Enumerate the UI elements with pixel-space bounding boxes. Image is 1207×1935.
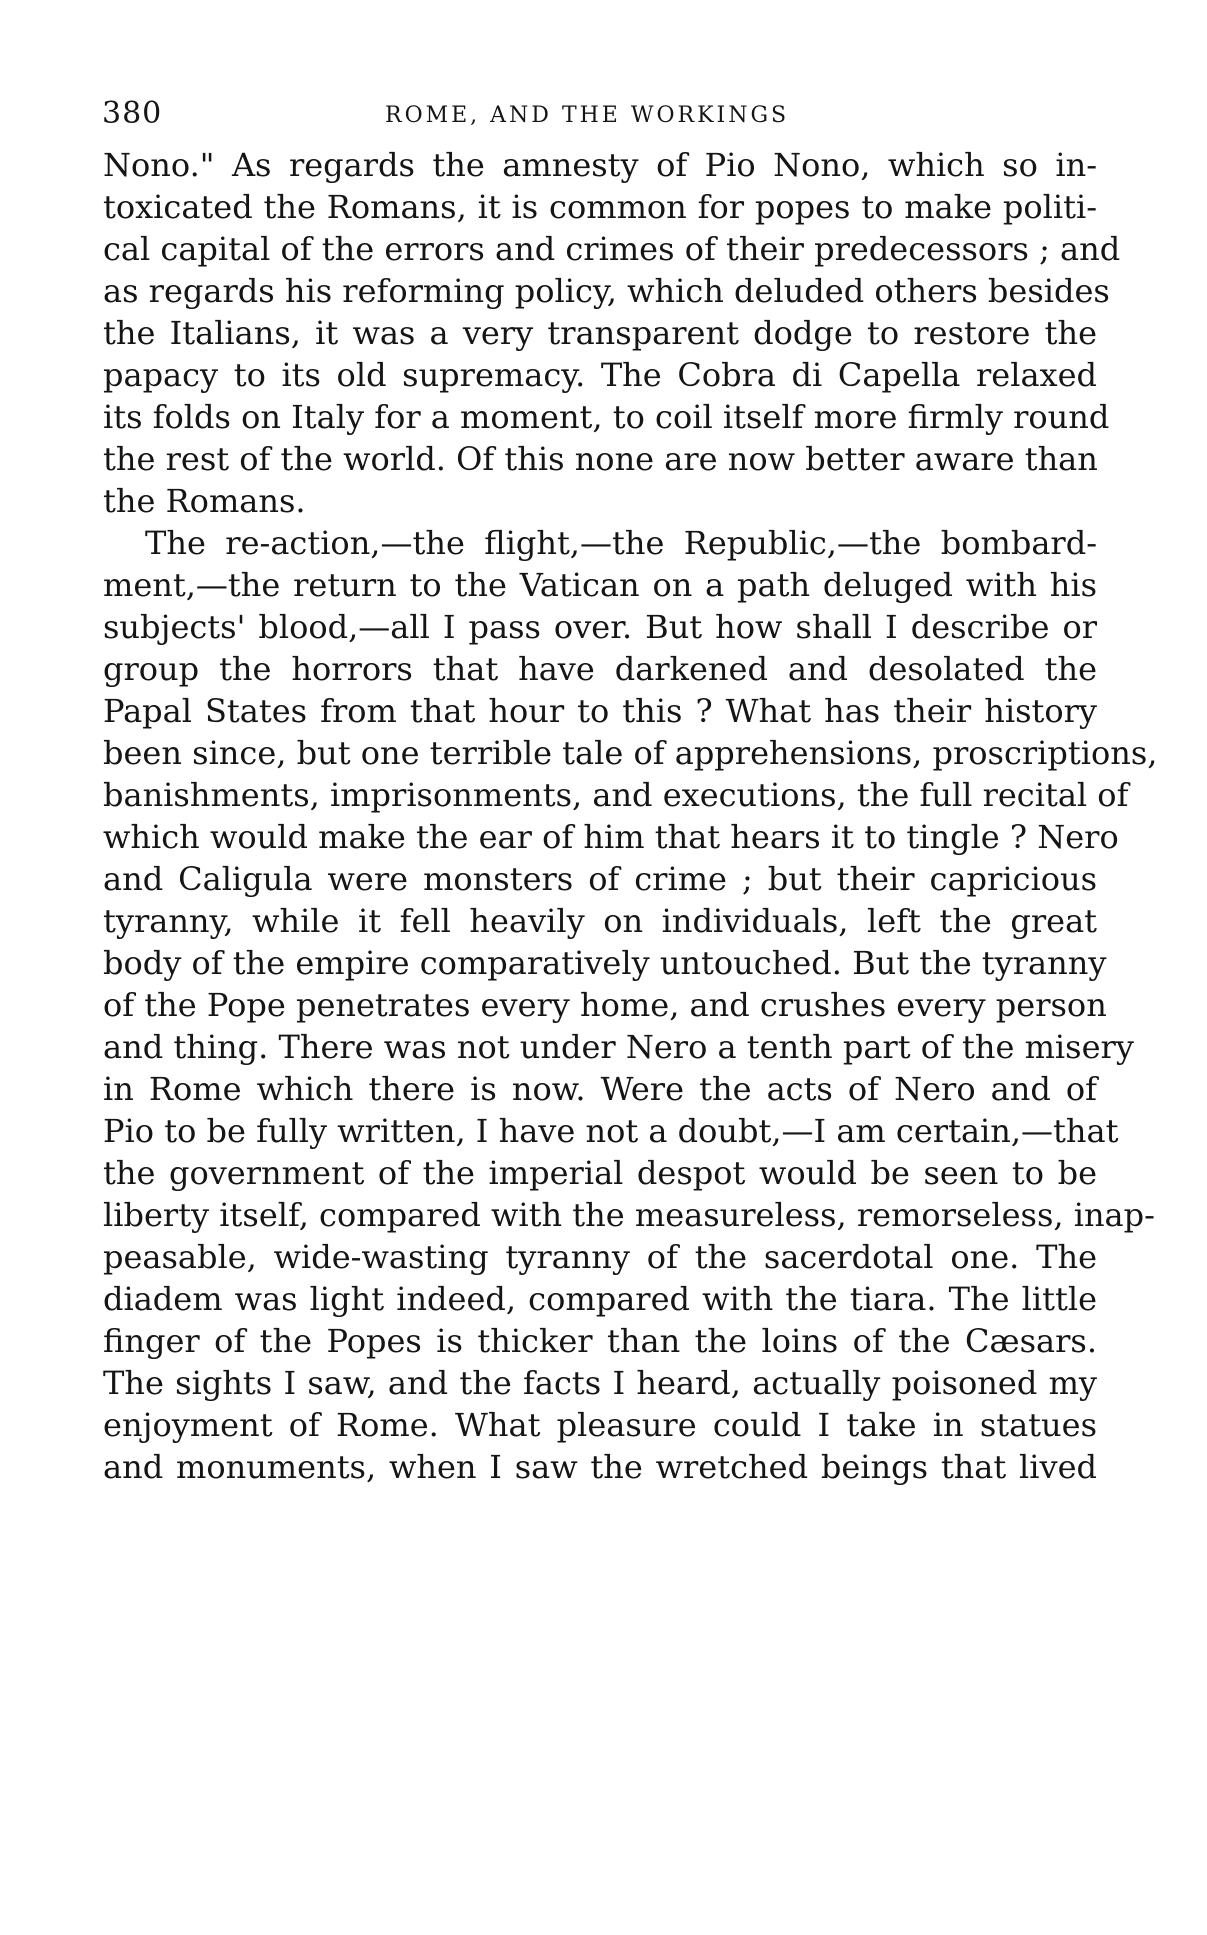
text-line: been since, but one terrible tale of apprehensions, proscriptions, <box>103 734 1158 772</box>
text-line: of the Pope penetrates every home, and crushes every person <box>103 986 1107 1024</box>
text-line: diadem was light indeed, compared with the tiara. The little <box>103 1280 1097 1318</box>
text-line: and Caligula were monsters of crime ; but their capricious <box>103 860 1097 898</box>
text-line: papacy to its old supremacy. The Cobra di Capella relaxed <box>103 356 1097 394</box>
text-line: banishments, imprisonments, and executions, the full recital of <box>103 776 1129 814</box>
text-line: ment,—the return to the Vatican on a path deluged with his <box>103 566 1097 604</box>
text-line: and monuments, when I saw the wretched beings that lived <box>103 1448 1097 1486</box>
text-line: toxicated the Romans, it is common for popes to make politi- <box>103 188 1097 226</box>
text-line: the Romans. <box>103 482 306 520</box>
text-line: subjects' blood,—all I pass over. But how shall I describe or <box>103 608 1097 646</box>
text-line: the Italians, it was a very transparent dodge to restore the <box>103 314 1097 352</box>
text-line: body of the empire comparatively untouched. But the tyranny <box>103 944 1107 982</box>
text-line: tyranny, while it fell heavily on individuals, left the great <box>103 902 1097 940</box>
text-line: finger of the Popes is thicker than the loins of the Cæsars. <box>103 1322 1097 1360</box>
text-line: as regards his reforming policy, which deluded others besides <box>103 272 1110 310</box>
text-line: in Rome which there is now. Were the acts of Nero and of <box>103 1070 1097 1108</box>
running-head: ROME, AND THE WORKINGS <box>385 103 790 128</box>
text-line: its folds on Italy for a moment, to coil itself more firmly round <box>103 398 1110 436</box>
text-line: which would make the ear of him that hears it to tingle ? Nero <box>103 818 1119 856</box>
text-line: and thing. There was not under Nero a tenth part of the misery <box>103 1028 1134 1066</box>
text-line: Nono." As regards the amnesty of Pio Nono, which so in- <box>103 146 1097 184</box>
text-line: peasable, wide-wasting tyranny of the sacerdotal one. The <box>103 1238 1097 1276</box>
text-line: group the horrors that have darkened and desolated the <box>103 650 1097 688</box>
page-number: 380 <box>102 96 163 131</box>
text-line: Papal States from that hour to this ? What has their history <box>103 692 1097 730</box>
text-line: The re-action,—the flight,—the Republic,—the bombard- <box>145 524 1097 562</box>
text-line: the rest of the world. Of this none are now better aware than <box>103 440 1098 478</box>
text-line: Pio to be fully written, I have not a doubt,—I am certain,—that <box>103 1112 1119 1150</box>
text-line: the government of the imperial despot would be seen to be <box>103 1154 1097 1192</box>
text-line: The sights I saw, and the facts I heard, actually poisoned my <box>103 1364 1097 1402</box>
text-line: cal capital of the errors and crimes of their predecessors ; and <box>103 230 1121 268</box>
text-line: enjoyment of Rome. What pleasure could I take in statues <box>103 1406 1097 1444</box>
text-line: liberty itself, compared with the measureless, remorseless, inap- <box>103 1196 1155 1234</box>
